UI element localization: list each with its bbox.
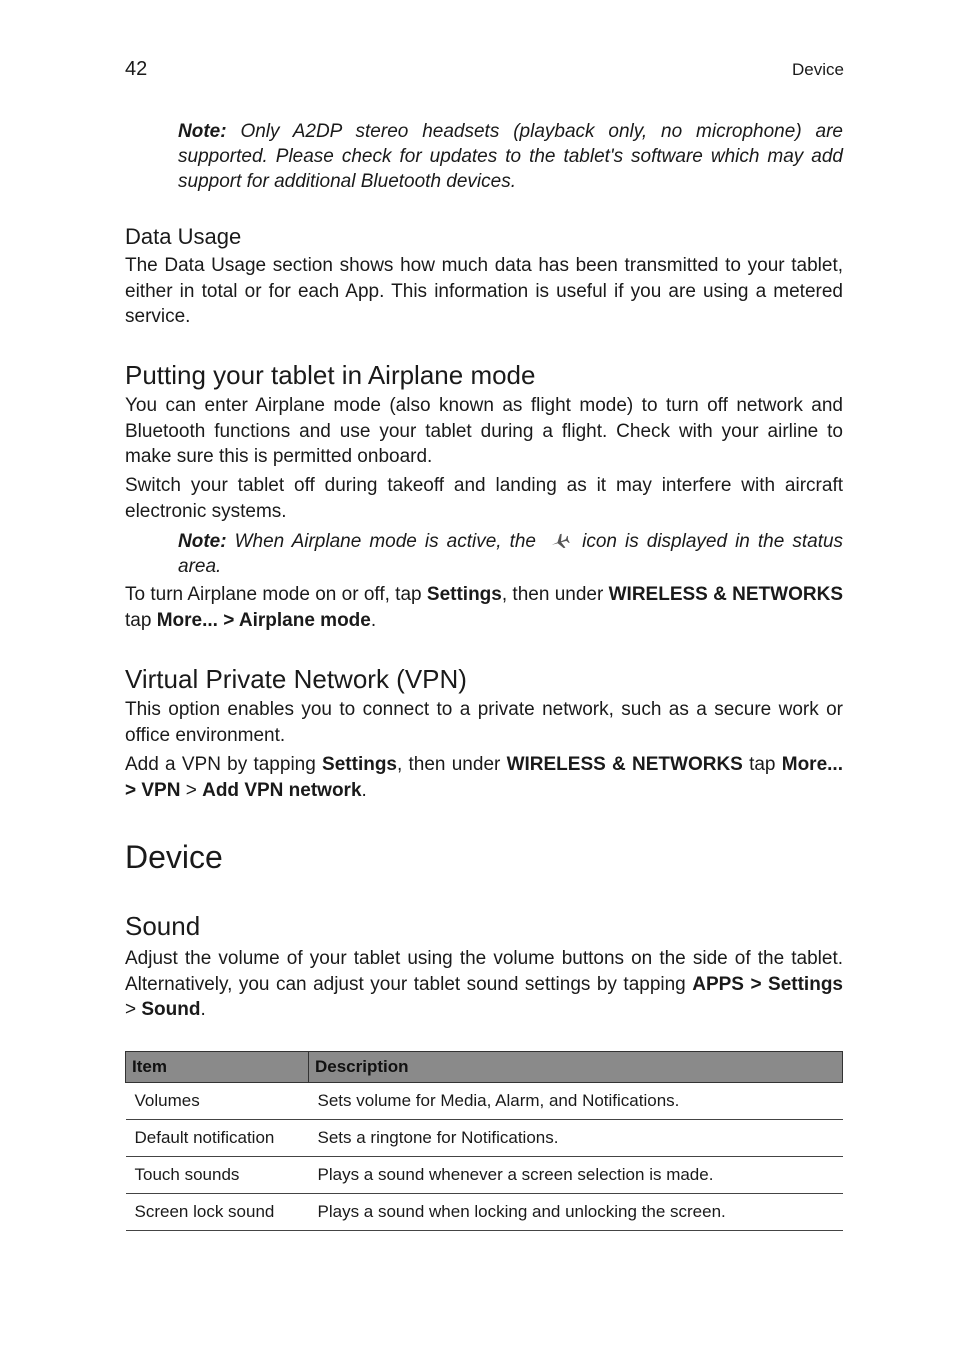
airplane-heading: Putting your tablet in Airplane mode: [125, 360, 536, 390]
table-cell-item: Volumes: [126, 1083, 309, 1120]
settings-ref: Settings: [322, 754, 397, 775]
sound-text: Adjust the volume of your tablet using the volume buttons on the side of the tablet. Alternatively, you can adjust your tablet sound settings by tapping: [125, 948, 843, 995]
table-cell-description: Plays a sound whenever a screen selection is made.: [309, 1157, 843, 1194]
instr-text: , then under: [501, 584, 609, 605]
vpn-instructions: [125, 752, 843, 803]
sound-text: >: [125, 999, 142, 1020]
note-label: Note:: [178, 121, 227, 142]
table-cell-item: Touch sounds: [126, 1157, 309, 1194]
table-row: [126, 1194, 843, 1231]
airplane-mode-path: More... > Airplane mode: [156, 609, 371, 631]
vpn-path: More... > VPN: [125, 754, 843, 801]
wireless-networks-ref: WIRELESS & NETWORKS: [608, 584, 843, 605]
table-cell-description: Sets volume for Media, Alarm, and Notifications.: [309, 1083, 843, 1120]
note-label: Note:: [178, 531, 227, 552]
settings-ref: Settings: [426, 584, 502, 605]
airplane-note: [178, 529, 843, 579]
instr-text: .: [361, 779, 367, 801]
bluetooth-note: [178, 119, 843, 194]
table-row: [126, 1083, 843, 1120]
airplane-p2: Switch your tablet off during takeoff and landing as it may interfere with aircraft electronic systems.: [125, 475, 843, 522]
instr-text: .: [370, 609, 377, 631]
instr-text: tap: [125, 609, 157, 631]
table-cell-item: Default notification: [126, 1120, 309, 1157]
sound-ref: Sound: [141, 999, 201, 1020]
instr-text: >: [180, 779, 203, 801]
add-vpn-ref: Add VPN network: [202, 779, 362, 801]
instr-text: , then under: [397, 754, 507, 775]
note-text-after: icon is displayed in the status area.: [178, 531, 844, 577]
table-cell-description: Sets a ringtone for Notifications.: [309, 1120, 843, 1157]
table-header-item: Item: [126, 1052, 309, 1083]
note-text-before: When Airplane mode is active, the: [234, 531, 537, 552]
sound-heading: Sound: [125, 911, 201, 941]
sound-settings-table: [125, 1051, 843, 1231]
instr-text: Add a VPN by tapping: [125, 754, 323, 775]
table-cell-item: Screen lock sound: [126, 1194, 309, 1231]
data-usage-heading: Data Usage: [125, 224, 242, 249]
page-number: 42: [125, 58, 148, 80]
airplane-instructions: [125, 582, 843, 633]
instr-text: To turn Airplane mode on or off, tap: [125, 584, 427, 605]
sound-text: .: [200, 999, 206, 1020]
running-head: Device: [792, 60, 844, 79]
table-row: [126, 1120, 843, 1157]
data-usage-body: The Data Usage section shows how much data has been transmitted to your tablet, either in total or for each App. This information is useful if you are using a metered service.: [125, 255, 843, 327]
airplane-icon: [548, 532, 570, 550]
table-header-row: [126, 1052, 843, 1083]
instr-text: tap: [742, 754, 782, 775]
note-text: Only A2DP stereo headsets (playback only, no microphone) are supported. Please check for updates to the tablet's software which may add support for additional Bluetooth devices.: [178, 121, 843, 192]
apps-settings-ref: APPS > Settings: [692, 973, 843, 995]
vpn-p1: This option enables you to connect to a private network, such as a secure work or office environment.: [125, 699, 843, 746]
vpn-heading: Virtual Private Network (VPN): [125, 664, 467, 694]
table-header-description: Description: [309, 1052, 843, 1083]
wireless-networks-ref: WIRELESS & NETWORKS: [506, 754, 743, 775]
airplane-p1: You can enter Airplane mode (also known as flight mode) to turn off network and Bluetooth functions and use your tablet during a flight. Check with your airline to make sure this is permitted onboard.: [125, 395, 843, 467]
device-heading: Device: [125, 839, 223, 875]
table-cell-description: Plays a sound when locking and unlocking the screen.: [309, 1194, 843, 1231]
table-row: [126, 1157, 843, 1194]
sound-body: [125, 946, 843, 1023]
